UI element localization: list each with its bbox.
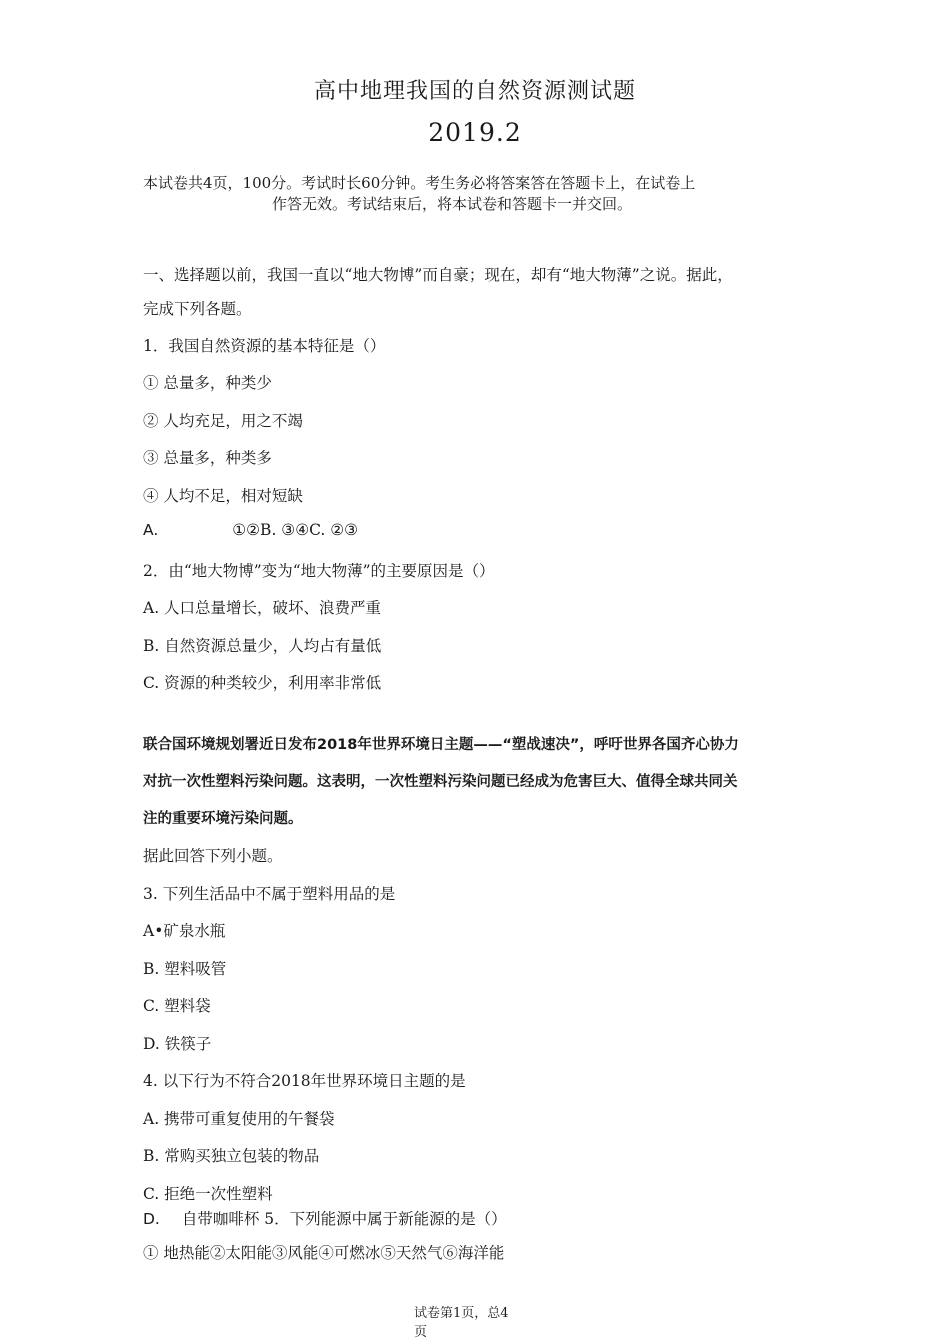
q2-option-c: C. 资源的种类较少，利用率非常低 xyxy=(143,674,382,692)
q1-option-4: ④ 人均不足，相对短缺 xyxy=(143,487,303,505)
q3-option-a: A•矿泉水瓶 xyxy=(143,922,226,940)
q3-option-c: C. 塑料袋 xyxy=(143,997,211,1015)
q2-option-b: B. 自然资源总量少，人均占有量低 xyxy=(143,637,382,655)
q4-option-d-label: D. xyxy=(143,1210,160,1228)
q4-option-d-rest: 自带咖啡杯 5．下列能源中属于新能源的是（） xyxy=(181,1210,507,1228)
passage-line-2: 对抗一次性塑料污染问题。这表明，一次性塑料污染问题已经成为危害巨大、值得全球共同关 xyxy=(143,774,738,790)
q5-energy-list: ① 地热能②太阳能③风能④可燃冰⑤天然气⑥海洋能 xyxy=(143,1244,505,1262)
q1-stem: 1．我国自然资源的基本特征是（） xyxy=(143,337,386,355)
q4-option-a: A. 携带可重复使用的午餐袋 xyxy=(143,1110,335,1128)
q1-choice-label: A. xyxy=(143,521,159,539)
q4-option-d xyxy=(143,1207,507,1229)
passage-line-1: 联合国环境规划署近日发布2018年世界环境日主题——“塑战速决”，呼吁世界各国齐心协力 xyxy=(143,737,739,753)
page-title: 高中地理我国的自然资源测试题 xyxy=(313,79,636,104)
q3-option-b: B. 塑料吸管 xyxy=(143,960,227,978)
q1-choices xyxy=(143,521,358,539)
section1-lead-1: 一、选择题以前，我国一直以“地大物博”而自豪；现在，却有“地大物薄”之说。据此， xyxy=(143,266,733,284)
footer-page-number: 试卷第1页，总4 xyxy=(414,1306,509,1321)
footer-page-number-cont: 页 xyxy=(414,1325,428,1340)
passage-line-4: 据此回答下列小题。 xyxy=(143,847,283,865)
q3-stem: 3. 下列生活品中不属于塑料用品的是 xyxy=(143,885,396,903)
q4-option-b: B. 常购买独立包装的物品 xyxy=(143,1147,320,1165)
section1-lead-2: 完成下列各题。 xyxy=(143,300,252,318)
q2-stem: 2．由“地大物博”变为“地大物薄”的主要原因是（） xyxy=(143,562,495,580)
passage-line-3: 注的重要环境污染问题。 xyxy=(143,811,303,827)
q1-option-2: ② 人均充足，用之不竭 xyxy=(143,412,303,430)
intro-line-2: 作答无效。考试结束后，将本试卷和答题卡一并交回。 xyxy=(272,195,633,213)
q4-stem: 4. 以下行为不符合2018年世界环境日主题的是 xyxy=(143,1072,466,1090)
q1-choice-rest: ①②B. ③④C. ②③ xyxy=(232,521,359,539)
q4-option-c: C. 拒绝一次性塑料 xyxy=(143,1185,273,1203)
intro-line-1: 本试卷共4页，100分。考试时长60分钟。考生务必将答案答在答题卡上，在试卷上 xyxy=(143,174,696,192)
q2-option-a: A. 人口总量增长，破坏、浪费严重 xyxy=(143,599,382,617)
page-subtitle: 2019.2 xyxy=(428,118,522,147)
q1-option-3: ③ 总量多，种类多 xyxy=(143,449,272,467)
q3-option-d: D. 铁筷子 xyxy=(143,1035,212,1053)
q1-option-1: ① 总量多，种类少 xyxy=(143,374,272,392)
